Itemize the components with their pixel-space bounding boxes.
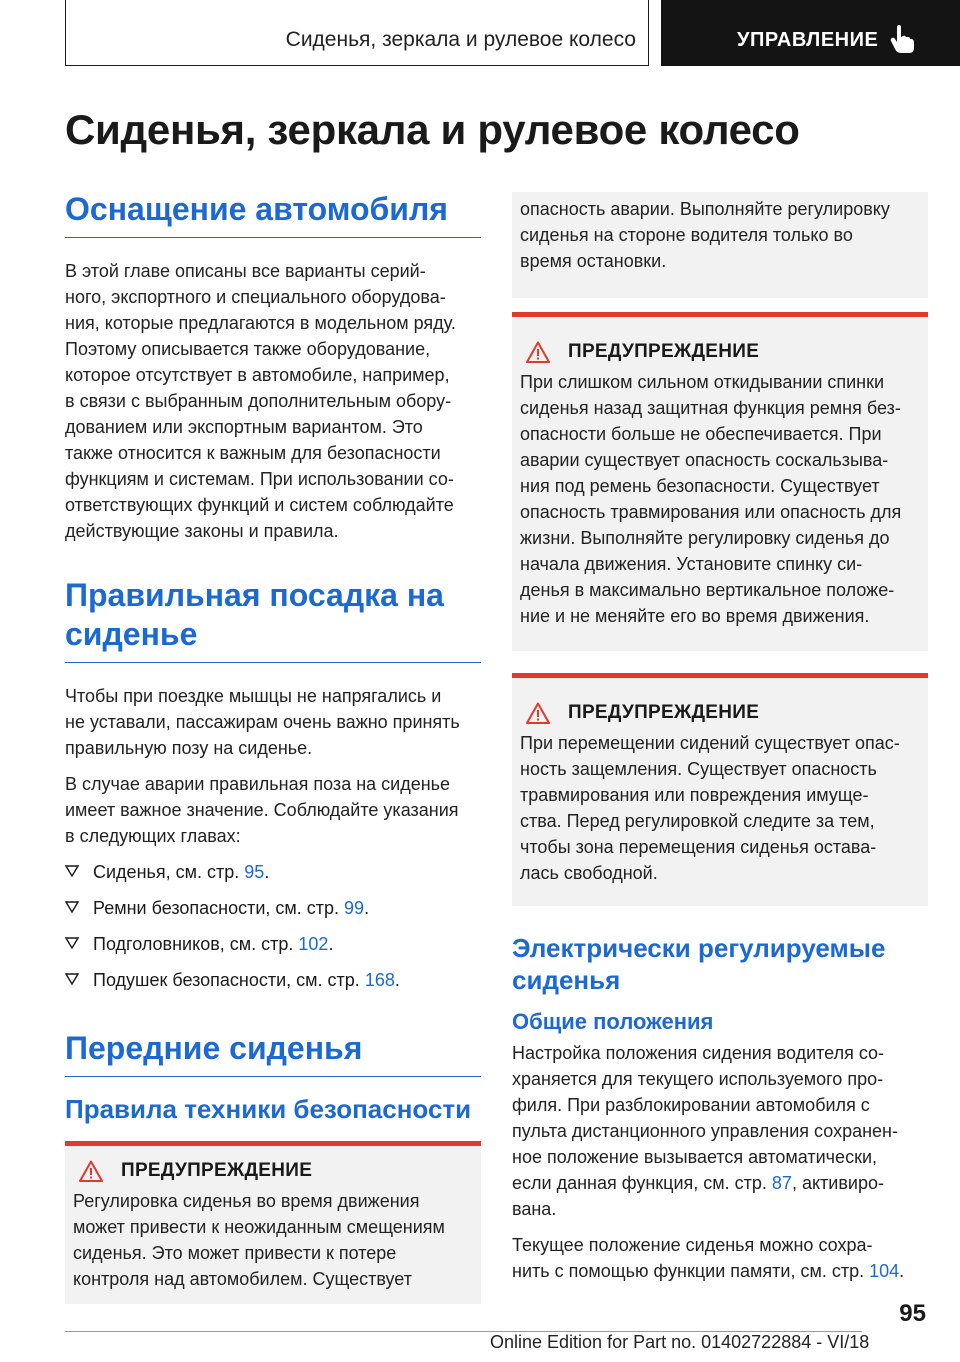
heading-posture: Правильная посадка на сиденье	[65, 576, 481, 663]
chapter-label: УПРАВЛЕНИЕ	[737, 29, 879, 51]
heading-general: Общие положения	[512, 1009, 714, 1034]
warning-text: опасность аварии. Выполняйте регулировку сиденья на стороне водителя только во время остановки.	[520, 199, 890, 271]
triangle-bullet-icon	[65, 864, 79, 878]
page-link-104[interactable]: 104	[869, 1261, 900, 1281]
heading-equipment: Оснащение автомобиля	[65, 190, 481, 238]
triangle-bullet-icon	[65, 972, 79, 986]
warning-box-3	[512, 673, 928, 906]
electric-paragraph-1: Настройка положения сидения водителя со- храняется для текущего используемого про- филя. При разблокировании автомобиля с пульта дистанционного управления сохранен- ное положение вызывается автоматически, если данная функция, см. стр. 87, активиро- вана.	[512, 1043, 898, 1219]
heading-front-seats: Передние сиденья	[65, 1029, 481, 1077]
warning-box-2	[512, 312, 928, 651]
heading-electric-seats: Электрически регулируемые сиденья	[512, 933, 886, 995]
warning-title: ПРЕДУПРЕЖДЕНИЕ	[121, 1160, 313, 1181]
list-item: Сиденья, см. стр. 95.	[65, 859, 481, 885]
running-header	[65, 0, 649, 66]
electric-paragraph-2: Текущее положение сиденья можно сохра- нить с помощью функции памяти, см. стр. 104.	[512, 1235, 905, 1281]
list-item: Ремни безопасности, см. стр. 99.	[65, 895, 481, 921]
list-item: Подголовников, см. стр. 102.	[65, 931, 481, 957]
triangle-bullet-icon	[65, 936, 79, 950]
list-item: Подушек безопасности, см. стр. 168.	[65, 967, 481, 993]
equipment-paragraph: В этой главе описаны все варианты серий- ного, экспортного и специального оборудова- ния, которые предлагаются в модельном ряду. Поэтому описывается также оборудование, которое отсутствует в автомобиле, например, в связи с выбранным дополнительным обору- дованием или экспортным вариантом. Это также относится к важным для безопасности функциям и системам. При использовании со- ответствующих функций и систем соблюдайте действующие законы и правила.	[65, 261, 456, 541]
warning-triangle-icon	[526, 702, 550, 724]
running-header-title: Сиденья, зеркала и рулевое колесо	[285, 28, 636, 51]
triangle-bullet-icon	[65, 900, 79, 914]
left-column	[65, 190, 481, 1304]
warning-title: ПРЕДУПРЕЖДЕНИЕ	[568, 702, 760, 723]
warning-box-1	[65, 1141, 481, 1304]
page-link-87[interactable]: 87	[771, 1173, 792, 1193]
edition-footer: Online Edition for Part no. 01402722884 - VI/18	[490, 1332, 870, 1352]
warning-box-1-continued	[512, 192, 928, 298]
warning-triangle-icon	[79, 1160, 103, 1182]
warning-text: При слишком сильном откидывании спинки сиденья назад защитная функция ремня без- опасности больше не обеспечивается. При аварии существует опасность соскальзыва- ния под ремень безопасности. Существует опасность травмирования или опасность для жизни. Выполняйте регулировку сиденья до начала движения. Установите спинку си- денья в максимально вертикальное положе- ние и не меняйте его во время движения.	[520, 372, 902, 626]
hand-pointer-icon	[889, 24, 915, 54]
posture-paragraph-1: Чтобы при поездке мышцы не напрягались и не уставали, пассажирам очень важно принять правильную позу на сиденье.	[65, 686, 460, 758]
page-link-102[interactable]: 102	[298, 934, 329, 954]
right-column	[512, 192, 928, 1284]
page-link-95[interactable]: 95	[244, 862, 265, 882]
warning-triangle-icon	[526, 341, 550, 363]
warning-text: При перемещении сидений существует опас- ность защемления. Существует опасность травмирования или повреждения имуще- ства. Перед регулировкой следите за тем, чтобы зона перемещения сиденья остава- лась свободной.	[520, 733, 900, 883]
heading-safety-rules: Правила техники безопасности	[65, 1094, 472, 1124]
warning-text: Регулировка сиденья во время движения может привести к неожиданным смещениям сиденья. Это может привести к потере контроля над автомобилем. Существует	[73, 1191, 445, 1289]
page-link-168[interactable]: 168	[364, 970, 395, 990]
chapter-tab	[661, 0, 960, 66]
page-number: 95	[899, 1300, 926, 1327]
page-link-99[interactable]: 99	[344, 898, 365, 918]
posture-paragraph-2: В случае аварии правильная поза на сиденье имеет важное значение. Соблюдайте указания в следующих главах:	[65, 774, 459, 846]
page-title: Сиденья, зеркала и рулевое колесо	[65, 106, 800, 153]
warning-title: ПРЕДУПРЕЖДЕНИЕ	[568, 341, 760, 362]
